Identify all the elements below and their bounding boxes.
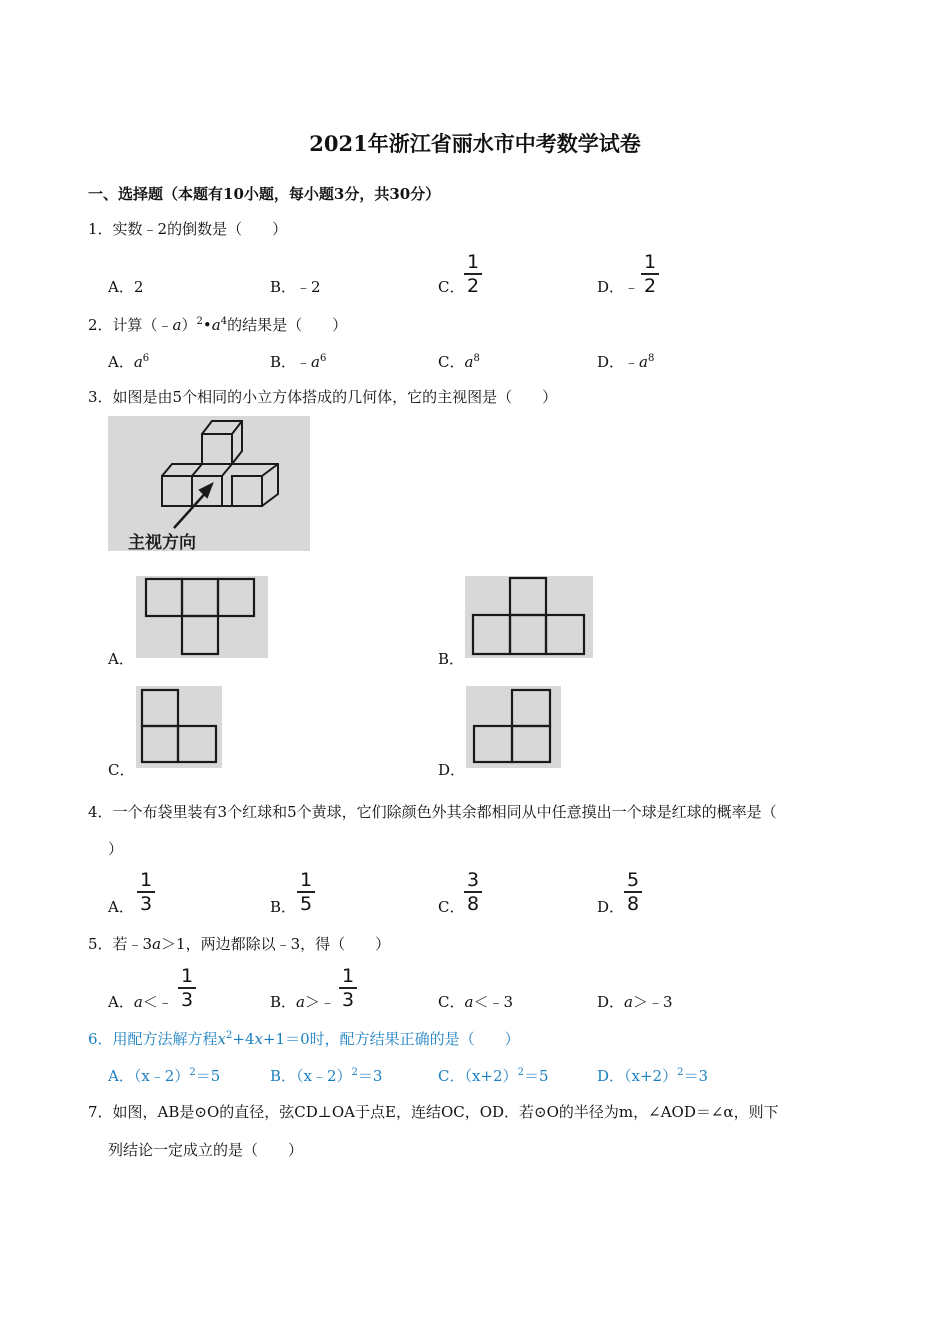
q1-option-d-fraction xyxy=(641,252,659,296)
fraction-denominator: 8 xyxy=(466,892,480,915)
q4-option-a[interactable]: A． xyxy=(108,898,134,916)
option-text: A．（x﹣2） xyxy=(108,1067,190,1085)
question-5-stem xyxy=(88,933,390,954)
option-exponent: 2 xyxy=(517,1067,524,1078)
q4-option-d[interactable]: D． xyxy=(597,898,625,916)
q4-option-b-fraction xyxy=(297,870,315,914)
q1-option-a[interactable]: A．2 xyxy=(108,278,144,296)
option-rhs: ＝5 xyxy=(523,1067,549,1085)
option-variable: a xyxy=(311,353,320,371)
q1-option-d[interactable]: D．﹣ xyxy=(597,278,640,296)
q5-option-d[interactable] xyxy=(597,991,673,1012)
page-title: 2021年浙江省丽水市中考数学试卷 xyxy=(309,131,641,156)
fraction-numerator: 1 xyxy=(341,965,355,987)
q5-option-a[interactable] xyxy=(108,991,173,1012)
option-relation: ＜﹣ xyxy=(142,993,173,1011)
question-7-stem-continued: 列结论一定成立的是（ ） xyxy=(108,1141,304,1159)
option-text: C．（x+2） xyxy=(438,1067,518,1085)
option-relation: ＞﹣3 xyxy=(632,993,673,1011)
q3-option-b-label[interactable]: B． xyxy=(438,650,465,668)
question-3-stem: 3．如图是由5个相同的小立方体搭成的几何体，它的主视图是（ ） xyxy=(88,388,558,406)
q2-exponent: 4 xyxy=(220,316,228,327)
question-2-stem xyxy=(88,314,347,335)
q2-exponent: 2 xyxy=(196,316,203,327)
q5-stem-suffix: ＞1，两边都除以﹣3，得（ ） xyxy=(161,935,391,953)
option-exponent: 8 xyxy=(473,353,480,364)
option-label: B． xyxy=(270,993,297,1011)
fraction-numerator: 3 xyxy=(466,869,480,891)
q3-option-d-label[interactable]: D． xyxy=(438,761,466,779)
q4-option-c[interactable]: C． xyxy=(438,898,465,916)
option-label: D．﹣ xyxy=(597,353,640,371)
option-variable: a xyxy=(639,353,648,371)
q6-stem-middle: +4 xyxy=(232,1030,255,1048)
q4-option-a-fraction xyxy=(137,870,155,914)
q1-option-c-fraction xyxy=(464,252,482,296)
option-rhs: ＝3 xyxy=(683,1067,709,1085)
fraction-denominator: 2 xyxy=(466,274,480,297)
q6-stem-prefix: 6．用配方法解方程 xyxy=(88,1030,218,1048)
question-4-stem-continued: ） xyxy=(108,840,124,858)
q4-option-b[interactable]: B． xyxy=(270,898,297,916)
q1-option-c[interactable]: C． xyxy=(438,278,465,296)
q2-variable: a xyxy=(211,316,221,334)
q3-option-c-label[interactable]: C． xyxy=(108,761,135,779)
question-4-stem: 4．一个布袋里装有3个红球和5个黄球，它们除颜色外其余都相同从中任意摸出一个球是红球的概率是（ xyxy=(88,803,777,821)
q3-option-a-drawing xyxy=(136,576,268,658)
q4-option-d-fraction xyxy=(624,870,642,914)
question-1-stem: 1．实数﹣2的倒数是（ ） xyxy=(88,220,288,238)
q3-option-b-drawing xyxy=(465,576,593,658)
q4-option-c-fraction xyxy=(464,870,482,914)
view-direction-label: 主视方向 xyxy=(128,533,196,553)
fraction-denominator: 3 xyxy=(180,988,194,1011)
option-variable: a xyxy=(464,993,474,1011)
q5-option-c[interactable] xyxy=(438,991,513,1012)
option-variable: a xyxy=(624,993,633,1011)
fraction-numerator: 1 xyxy=(466,251,480,273)
q2-option-c[interactable] xyxy=(438,351,480,372)
option-relation: ＜﹣3 xyxy=(473,993,513,1011)
fraction-numerator: 1 xyxy=(139,869,153,891)
q3-option-d-drawing xyxy=(466,686,561,768)
fraction-numerator: 1 xyxy=(643,251,657,273)
cube-stack-figure xyxy=(108,416,310,551)
q2-option-d[interactable] xyxy=(597,351,654,372)
q3-option-c-figure[interactable] xyxy=(136,686,222,768)
q2-paren: ） xyxy=(181,316,197,334)
q2-option-b[interactable] xyxy=(270,351,326,372)
q2-dot: • xyxy=(202,316,212,334)
fraction-denominator: 5 xyxy=(299,892,313,915)
fraction-denominator: 3 xyxy=(341,988,355,1011)
option-exponent: 2 xyxy=(351,1067,358,1078)
option-label: A． xyxy=(108,353,134,371)
option-variable: a xyxy=(296,993,305,1011)
fraction-numerator: 1 xyxy=(180,965,194,987)
option-text: B．（x﹣2） xyxy=(270,1067,352,1085)
q6-option-b[interactable] xyxy=(270,1065,382,1086)
section-heading: 一、选择题（本题有10小题，每小题3分，共30分） xyxy=(88,185,441,203)
q6-option-d[interactable] xyxy=(597,1065,708,1086)
q6-variable: x xyxy=(217,1030,227,1048)
option-exponent: 6 xyxy=(142,353,150,364)
q5-option-a-fraction xyxy=(178,966,196,1010)
option-variable: a xyxy=(133,353,143,371)
option-variable: a xyxy=(464,353,474,371)
q5-variable: a xyxy=(152,935,162,953)
q2-option-a[interactable] xyxy=(108,351,149,372)
option-exponent: 6 xyxy=(319,353,327,364)
q2-stem-suffix: 的结果是（ ） xyxy=(227,316,348,334)
option-label: C． xyxy=(438,353,465,371)
q6-variable: x xyxy=(254,1030,263,1048)
q5-stem-prefix: 5．若﹣3 xyxy=(88,935,153,953)
option-label: B．﹣ xyxy=(270,353,312,371)
option-label: A． xyxy=(108,993,134,1011)
q6-stem-suffix: +1＝0时，配方结果正确的是（ ） xyxy=(262,1030,520,1048)
q3-option-b-figure[interactable] xyxy=(465,576,593,658)
q6-option-a[interactable] xyxy=(108,1065,220,1086)
q5-option-b[interactable] xyxy=(270,991,335,1012)
option-rhs: ＝3 xyxy=(357,1067,383,1085)
fraction-numerator: 1 xyxy=(299,869,313,891)
q2-stem-prefix: 2．计算（﹣ xyxy=(88,316,173,334)
q6-exponent: 2 xyxy=(226,1030,233,1041)
option-exponent: 2 xyxy=(677,1067,684,1078)
option-label: D． xyxy=(597,993,625,1011)
option-variable: a xyxy=(133,993,143,1011)
q3-option-a-figure[interactable] xyxy=(136,576,268,658)
option-rhs: ＝5 xyxy=(195,1067,221,1085)
q1-option-b[interactable]: B．﹣2 xyxy=(270,278,321,296)
option-relation: ＞﹣ xyxy=(304,993,335,1011)
fraction-denominator: 8 xyxy=(626,892,640,915)
q2-variable: a xyxy=(172,316,182,334)
option-exponent: 8 xyxy=(647,353,655,364)
option-exponent: 2 xyxy=(189,1067,196,1078)
option-label: C． xyxy=(438,993,465,1011)
fraction-denominator: 3 xyxy=(139,892,153,915)
fraction-numerator: 5 xyxy=(626,869,640,891)
q3-option-d-figure[interactable] xyxy=(466,686,561,768)
q3-option-c-drawing xyxy=(136,686,222,768)
question-6-stem xyxy=(88,1028,520,1049)
q3-option-a-label[interactable]: A． xyxy=(108,650,134,668)
option-text: D．（x+2） xyxy=(597,1067,678,1085)
q5-option-b-fraction xyxy=(339,966,357,1010)
q6-option-c[interactable] xyxy=(438,1065,548,1086)
fraction-denominator: 2 xyxy=(643,274,657,297)
question-7-stem: 7．如图，AB是⊙O的直径，弦CD⊥OA于点E，连结OC，OD．若⊙O的半径为m，∠AOD＝∠α，则下 xyxy=(88,1103,779,1121)
